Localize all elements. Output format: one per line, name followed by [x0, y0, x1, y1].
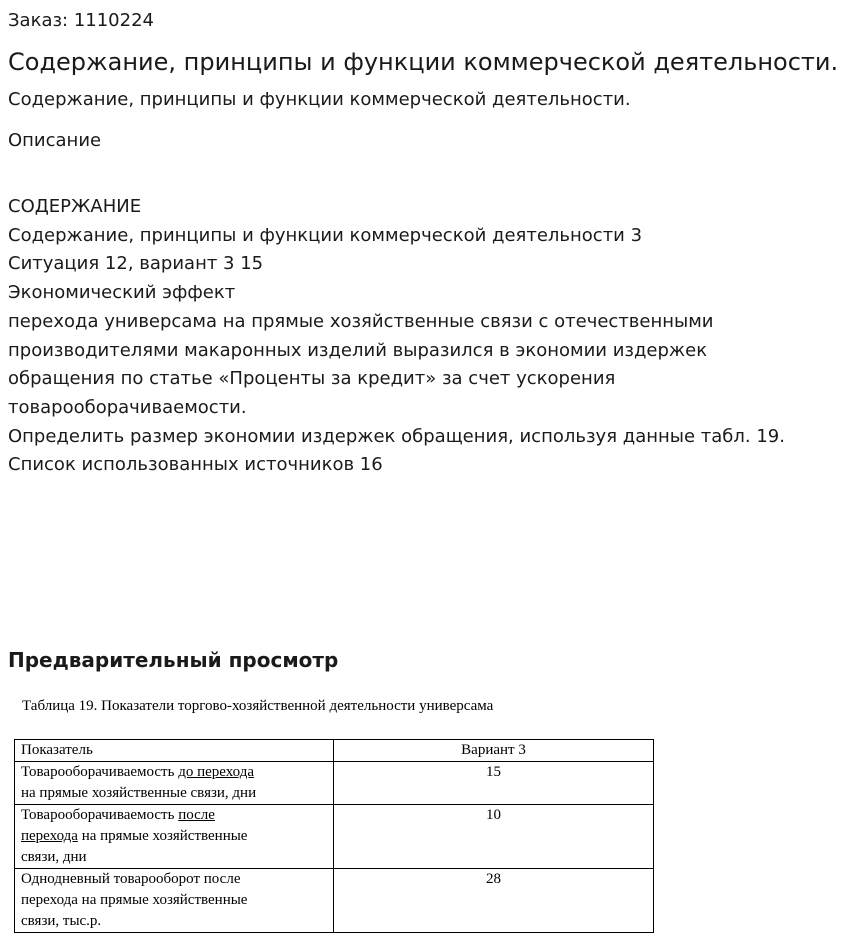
cell-text: Товарооборачиваемость — [21, 764, 179, 780]
indicator-cell — [15, 805, 334, 869]
header-cell — [334, 740, 654, 762]
description-content — [8, 193, 785, 480]
cell-text: связи, тыс.р. — [21, 913, 102, 929]
cell-text: на прямые хозяйственные связи, дни — [21, 785, 257, 801]
table-row — [15, 805, 654, 869]
content-line: Определить размер экономии издержек обращения, используя данные табл. 19. — [8, 425, 785, 447]
description-label: Описание — [8, 130, 102, 151]
header-cell — [15, 740, 334, 762]
content-line: обращения по статье «Проценты за кредит» за счет ускорения — [8, 368, 616, 390]
indicators-table — [14, 739, 654, 933]
cell-text: перехода на прямые хозяйственные — [21, 892, 248, 908]
page-title: Содержание, принципы и функции коммерческой деятельности. — [8, 48, 839, 76]
header-label: Показатель — [21, 742, 93, 758]
content-line: Экономический эффект — [8, 282, 236, 304]
preview-heading: Предварительный просмотр — [8, 648, 339, 672]
table-row — [15, 762, 654, 805]
indicator-cell — [15, 762, 334, 805]
content-line: товарооборачиваемости. — [8, 396, 247, 418]
indicator-cell — [15, 869, 334, 933]
cell-text: связи, дни — [21, 849, 87, 865]
cell-value: 28 — [486, 871, 501, 887]
table-caption: Таблица 19. Показатели торгово-хозяйственной деятельности универсама — [22, 698, 494, 714]
content-line: Ситуация 12, вариант 3 15 — [8, 253, 264, 275]
cell-text: Товарооборачиваемость — [21, 807, 179, 823]
header-label: Вариант 3 — [461, 742, 526, 758]
content-line: СОДЕРЖАНИЕ — [8, 196, 142, 217]
value-cell — [334, 805, 654, 869]
cell-underlined-text: перехода — [21, 828, 78, 844]
value-cell — [334, 762, 654, 805]
document-preview — [0, 690, 847, 945]
cell-underlined-text: после — [178, 807, 215, 823]
order-number: Заказ: 1110224 — [8, 10, 154, 31]
content-line: Содержание, принципы и функции коммерческой деятельности 3 — [8, 224, 643, 246]
value-cell — [334, 869, 654, 933]
table-row — [15, 869, 654, 933]
page-subtitle: Содержание, принципы и функции коммерческой деятельности. — [8, 89, 631, 110]
content-line: производителями макаронных изделий выразился в экономии издержек — [8, 339, 708, 361]
cell-text: Однодневный товарооборот после — [21, 871, 241, 887]
cell-value: 10 — [486, 807, 501, 823]
content-line: перехода универсама на прямые хозяйственные связи с отечественными — [8, 310, 714, 332]
cell-underlined-text: до перехода — [178, 764, 255, 780]
cell-value: 15 — [486, 764, 501, 780]
cell-text: на прямые хозяйственные — [77, 828, 248, 844]
content-line: Список использованных источников 16 — [8, 454, 383, 476]
table-header-row — [15, 740, 654, 762]
